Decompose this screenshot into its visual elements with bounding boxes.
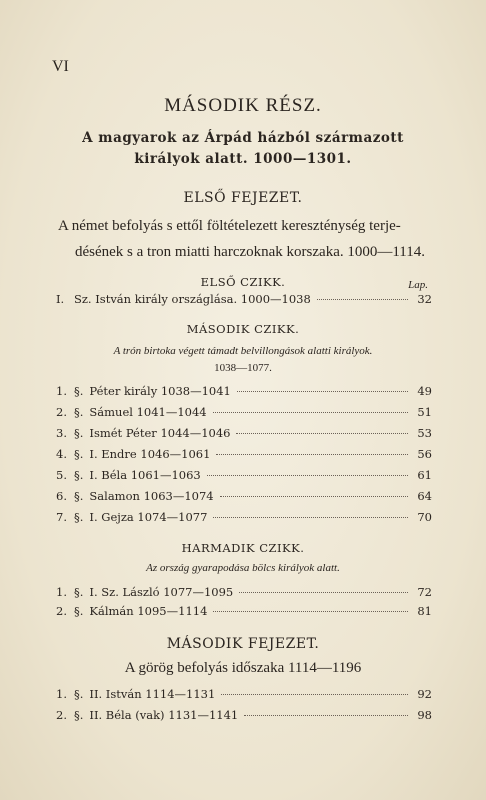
- section2-note: A trón birtoka végett támadt belvillongások alatti királyok.: [113, 345, 373, 357]
- section1-title: ELSŐ CZIKK.: [200, 275, 286, 289]
- section-mark: §.: [74, 687, 84, 701]
- section-mark: §.: [74, 384, 84, 398]
- row-page: 61: [417, 468, 432, 482]
- section3-note: Az ország gyarapodása bölcs királyok alatt.: [146, 562, 340, 574]
- dot-leader: [244, 715, 408, 716]
- section-mark: §.: [74, 426, 84, 440]
- row-number: 1.: [56, 585, 67, 599]
- dot-leader: [213, 517, 408, 518]
- row-number: 2.: [56, 708, 67, 722]
- dot-leader: [236, 433, 408, 434]
- toc-row[interactable]: [56, 687, 432, 703]
- row-page: 72: [417, 585, 432, 599]
- chapter2-desc: A görög befolyás időszaka 1114—1196: [124, 660, 362, 676]
- row-number: 6.: [56, 489, 67, 503]
- dot-leader: [216, 454, 408, 455]
- section-mark: §.: [74, 585, 84, 599]
- toc-row[interactable]: [56, 405, 432, 421]
- row-page: 53: [417, 426, 432, 440]
- dot-leader: [317, 299, 408, 300]
- chapter1-desc-line2: désének s a tron miatti harczoknak korszaka. 1000—1114.: [74, 244, 426, 260]
- row-page: 51: [417, 405, 432, 419]
- row-text: II. István 1114—1131: [89, 687, 216, 701]
- row-page: 98: [417, 708, 432, 722]
- section-mark: §.: [74, 604, 84, 618]
- toc-row[interactable]: [56, 585, 432, 601]
- row-page: 70: [417, 510, 432, 524]
- dot-leader: [213, 412, 408, 413]
- page-number: VI: [52, 58, 69, 75]
- chapter2-title: MÁSODIK FEJEZET.: [166, 636, 320, 652]
- section-mark: §.: [74, 708, 84, 722]
- dot-leader: [239, 592, 408, 593]
- row-text: I. Endre 1046—1061: [89, 447, 211, 461]
- page-column-label: Lap.: [408, 279, 428, 291]
- toc-row[interactable]: [56, 384, 432, 400]
- chapter1-title: ELSŐ FEJEZET.: [183, 190, 303, 206]
- part-subtitle-line1: A magyarok az Árpád házból származott: [82, 130, 404, 146]
- toc-row[interactable]: [56, 426, 432, 442]
- row-text: Sámuel 1041—1044: [89, 405, 207, 419]
- toc-row[interactable]: [56, 708, 432, 724]
- row-text: I. Béla 1061—1063: [89, 468, 201, 482]
- dot-leader: [207, 475, 408, 476]
- toc-row[interactable]: [56, 292, 432, 308]
- row-number: 5.: [56, 468, 67, 482]
- row-number: 2.: [56, 405, 67, 419]
- dot-leader: [220, 496, 408, 497]
- section-mark: §.: [74, 510, 84, 524]
- toc-row[interactable]: [56, 604, 432, 620]
- section2-years: 1038—1077.: [214, 362, 272, 374]
- dot-leader: [213, 611, 408, 612]
- row-text: Sz. István király országlása. 1000—1038: [74, 292, 311, 306]
- row-number: 1.: [56, 687, 67, 701]
- row-number: 4.: [56, 447, 67, 461]
- dot-leader: [221, 694, 408, 695]
- section2-title: MÁSODIK CZIKK.: [186, 322, 300, 336]
- row-text: Kálmán 1095—1114: [89, 604, 208, 618]
- section3-title: HARMADIK CZIKK.: [181, 541, 305, 555]
- row-page: 92: [417, 687, 432, 701]
- dot-leader: [237, 391, 408, 392]
- section-mark: §.: [74, 405, 84, 419]
- row-text: II. Béla (vak) 1131—1141: [89, 708, 239, 722]
- row-number: I.: [56, 292, 65, 306]
- row-text: Péter király 1038—1041: [89, 384, 231, 398]
- row-page: 49: [417, 384, 432, 398]
- row-number: 7.: [56, 510, 67, 524]
- section-mark: §.: [74, 468, 84, 482]
- row-page: 81: [417, 604, 432, 618]
- toc-row[interactable]: [56, 489, 432, 505]
- section-mark: §.: [74, 447, 84, 461]
- chapter1-desc-line1: A német befolyás s ettől föltételezett kereszténység terje-: [58, 218, 401, 234]
- toc-row[interactable]: [56, 510, 432, 526]
- toc-row[interactable]: [56, 447, 432, 463]
- row-number: 1.: [56, 384, 67, 398]
- part-title: MÁSODIK RÉSZ.: [164, 95, 322, 116]
- row-number: 3.: [56, 426, 67, 440]
- row-text: Salamon 1063—1074: [89, 489, 214, 503]
- row-page: 32: [417, 292, 432, 306]
- part-subtitle-line2: királyok alatt. 1000—1301.: [134, 151, 352, 167]
- row-page: 56: [417, 447, 432, 461]
- row-number: 2.: [56, 604, 67, 618]
- row-text: I. Sz. László 1077—1095: [89, 585, 234, 599]
- row-text: Ismét Péter 1044—1046: [89, 426, 231, 440]
- row-page: 64: [417, 489, 432, 503]
- section-mark: §.: [74, 489, 84, 503]
- toc-row[interactable]: [56, 468, 432, 484]
- row-text: I. Gejza 1074—1077: [89, 510, 208, 524]
